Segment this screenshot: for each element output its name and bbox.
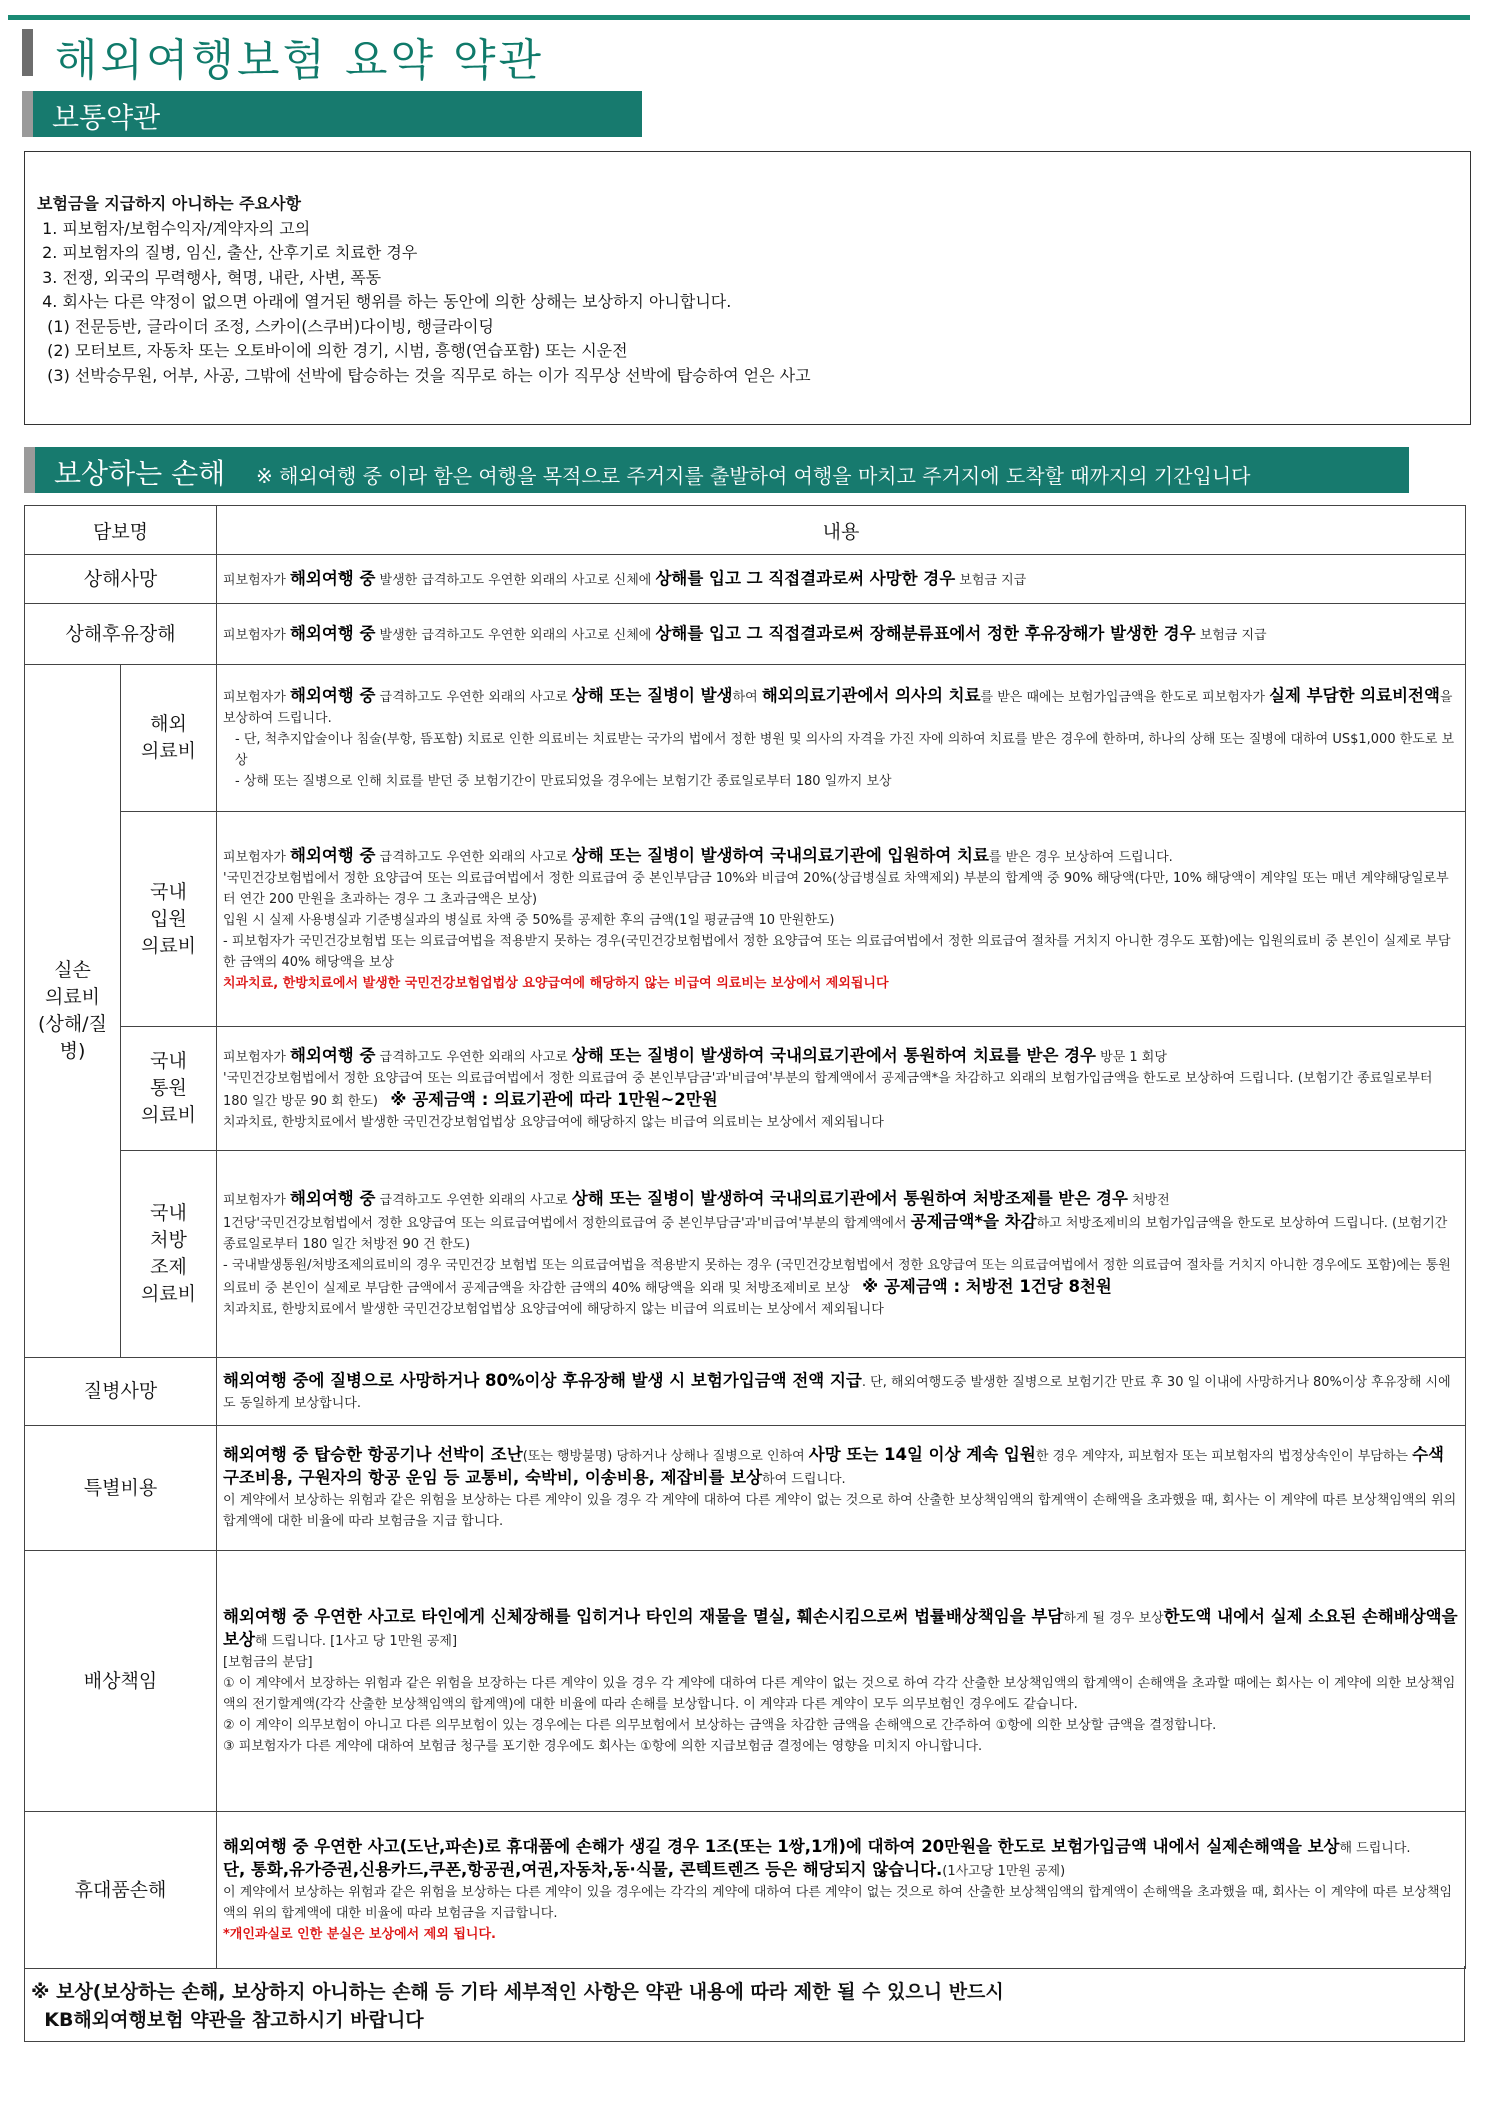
table-row — [25, 812, 1466, 1027]
coverage-content: 해외여행 중 탑승한 항공기나 선박이 조난(또는 행방불명) 당하거나 상해나 질병으로 인하여 사망 또는 14일 이상 계속 입원한 경우 계약자, 피보험자 또는 피보험자의 법정상속인이 부담하는 수색구조비용, 구원자의 항공 운임 등 교통비, 숙박비, 이송비용, 제잡비를 보상하여 드립니다. 이 계약에서 보상하는 위험과 같은 위험을 보상하는 다른 계약이 있을 경우 각 계약에 대하여 다른 계약이 없는 것으로 하여 산출한 보상책임액의 합계액이 손해액을 초과했을 때, 회사는 이 계약에 따른 보상책임액의 위의 합계액에 대한 비율에 따라 보험금을 지급 합니다. — [217, 1426, 1466, 1551]
table-row — [25, 1151, 1466, 1358]
coverage-group-name: 실손 의료비 (상해/질 병) — [25, 665, 121, 1358]
coverage-content: 피보험자가 해외여행 중 급격하고도 우연한 외래의 사고로 상해 또는 질병이 발생하여 국내의료기관에서 통원하여 치료를 받은 경우 방문 1 회당 '국민건강보험법에서 정한 요양급여 또는 의료급여법에서 정한 의료급여 중 본인부담금'과'비급여'부분의 합계액에서 공제금액*을 차감하고 외래의 보험가입금액을 한도로 보상하여 드립니다. (보험기간 종료일로부터 180 일간 방문 90 회 한도) ※ 공제금액 : 의료기관에 따라 1만원~2만원 치과치료, 한방치료에서 발생한 국민건강보험업법상 요양급여에 해당하지 않는 비급여 의료비는 보상에서 제외됩니다 — [217, 1027, 1466, 1151]
coverage-name: 특별비용 — [25, 1426, 217, 1551]
coverage-subname: 해외 의료비 — [121, 665, 217, 812]
coverage-content: 피보험자가 해외여행 중 급격하고도 우연한 외래의 사고로 상해 또는 질병이 발생하여 국내의료기관에 입원하여 치료를 받은 경우 보상하여 드립니다. '국민건강보험법에서 정한 요양급여 또는 의료급여법에서 정한 의료급여 중 본인부담금 10%와 비급여 20%(상급병실료 차액제외) 부분의 합계액 중 90% 해당액(다만, 10% 해당액이 계약일 또는 매년 계약해당일로부터 연간 200 만원을 초과하는 경우 그 초과금액은 보상) 입원 시 실제 사용병실과 기준병실과의 병실료 차액 중 50%를 공제한 후의 금액(1일 평균금액 10 만원한도) - 피보험자가 국민건강보험법 또는 의료급여법을 적용받지 못하는 경우(국민건강보험법에서 정한 요양급여 또는 의료급여법에서 정한 의료급여 절차를 거치지 아니한 경우도 포함)에는 입원의료비 중 본인이 실제로 부담한 금액의 40% 해당액을 보상 치과치료, 한방치료에서 발생한 국민건강보험업법상 요양급여에 해당하지 않는 비급여 의료비는 보상에서 제외됩니다 — [217, 812, 1466, 1027]
coverage-content: 피보험자가 해외여행 중 급격하고도 우연한 외래의 사고로 상해 또는 질병이 발생하여 해외의료기관에서 의사의 치료를 받은 때에는 보험가입금액을 한도로 피보험자가 실제 부담한 의료비전액을 보상하여 드립니다. - 단, 척추지압술이나 침술(부항, 뜸포함) 치료로 인한 의료비는 치료받는 국가의 법에서 정한 병원 및 의사의 자격을 가진 자에 의하여 치료를 받은 경우에 한하며, 하나의 상해 또는 질병에 대하여 US$1,000 한도로 보상 - 상해 또는 질병으로 인해 치료를 받던 중 보험기간이 만료되었을 경우에는 보험기간 종료일로부터 180 일까지 보상 — [217, 665, 1466, 812]
coverage-content: 피보험자가 해외여행 중 급격하고도 우연한 외래의 사고로 상해 또는 질병이 발생하여 국내의료기관에서 통원하여 처방조제를 받은 경우 처방전 1건당'국민건강보험법에서 정한 요양급여 또는 의료급여법에서 정한의료급여 중 본인부담금'과'비급여'부분의 합계액에서 공제금액*을 차감하고 처방조제비의 보험가입금액을 한도로 보상하여 드립니다. (보험기간 종료일로부터 180 일간 처방전 90 건 한도) - 국내발생통원/처방조제의료비의 경우 국민건강 보험법 또는 의료급여법을 적용받지 못하는 경우 (국민건강보험법에서 정한 요양급여 또는 의료급여법에서 정한 의료급여 절차를 거치지 아니한 경우에도 포함)에는 통원의료비 중 본인이 실제로 부담한 금액에서 공제금액을 차감한 금액의 40% 해당액을 외래 및 처방조제비로 보상 ※ 공제금액 : 처방전 1건당 8천원 치과치료, 한방치료에서 발생한 국민건강보험업법상 요양급여에 해당하지 않는 비급여 의료비는 보상에서 제외됩니다 — [217, 1151, 1466, 1358]
coverage-content: 해외여행 중 우연한 사고로 타인에게 신체장해를 입히거나 타인의 재물을 멸실, 훼손시킴으로써 법률배상책임을 부담하게 될 경우 보상한도액 내에서 실제 소요된 손해배상액을 보상해 드립니다. [1사고 당 1만원 공제] [보험금의 분담] ① 이 계약에서 보장하는 위험과 같은 위험을 보장하는 다른 계약이 있을 경우 각 계약에 대하여 다른 계약이 없는 것으로 하여 각각 산출한 보상책임액의 합계액이 손해액을 초과할 때에는 회사는 이 계약에 의한 보상책임액의 전기할계액(각각 산출한 보상책임액의 합계액)에 대한 비율에 따라 손해를 보상합니다. 이 계약과 다른 계약이 모두 의무보험인 경우에도 같습니다. ② 이 계약이 의무보험이 아니고 다른 의무보험이 있는 경우에는 다른 의무보험에서 보상하는 금액을 차감한 금액을 손해액으로 간주하여 ①항에 의한 보상할 금액을 결정합니다. ③ 피보험자가 다른 계약에 대하여 보험금 청구를 포기한 경우에도 회사는 ①항에 의한 지급보험금 결정에는 영향을 미치지 아니합니다. — [217, 1551, 1466, 1812]
coverage-name: 질병사망 — [25, 1358, 217, 1426]
table-row — [25, 604, 1466, 665]
coverage-name: 배상책임 — [25, 1551, 217, 1812]
table-row — [25, 1812, 1466, 1969]
table-header-row — [25, 506, 1466, 555]
section-accent — [22, 91, 33, 137]
coverage-name: 휴대품손해 — [25, 1812, 217, 1969]
exclusion-item: 3. 전쟁, 외국의 무력행사, 혁명, 내란, 사변, 폭동 — [37, 267, 382, 287]
coverage-name: 상해후유장해 — [25, 604, 217, 665]
section-header-coverage — [24, 447, 1409, 493]
table-row — [25, 555, 1466, 604]
header-coverage-name: 담보명 — [25, 506, 217, 555]
notice-line: ※ 보상(보상하는 손해, 보상하지 아니하는 손해 등 기타 세부적인 사항은 약관 내용에 따라 제한 될 수 있으니 반드시 — [31, 1981, 1004, 2003]
bottom-notice — [24, 1966, 1465, 2042]
exclusion-item: 1. 피보험자/보험수익자/계약자의 고의 — [37, 218, 311, 238]
table-row — [25, 1358, 1466, 1426]
top-rule — [8, 15, 1470, 20]
section-header-general-terms — [22, 91, 642, 137]
header-content: 내용 — [217, 506, 1466, 555]
coverage-content: 피보험자가 해외여행 중 발생한 급격하고도 우연한 외래의 사고로 신체에 상해를 입고 그 직접결과로써 사망한 경우 보험금 지급 — [217, 555, 1466, 604]
exclusion-item: (1) 전문등반, 글라이더 조정, 스카이(스쿠버)다이빙, 행글라이딩 — [37, 316, 494, 336]
notice-line: KB해외여행보험 약관을 참고하시기 바랍니다 — [31, 2009, 424, 2031]
coverage-content: 해외여행 중에 질병으로 사망하거나 80%이상 후유장해 발생 시 보험가입금액 전액 지급. 단, 해외여행도중 발생한 질병으로 보험기간 만료 후 30 일 이내에 사망하거나 80%이상 후유장해 시에도 동일하게 보상합니다. — [217, 1358, 1466, 1426]
section-accent — [24, 447, 35, 493]
exclusion-item: 4. 회사는 다른 약정이 없으면 아래에 열거된 행위를 하는 동안에 의한 상해는 보상하지 아니합니다. — [37, 292, 732, 311]
coverage-table — [24, 505, 1466, 1969]
coverage-content: 피보험자가 해외여행 중 발생한 급격하고도 우연한 외래의 사고로 신체에 상해를 입고 그 직접결과로써 장해분류표에서 정한 후유장해가 발생한 경우 보험금 지급 — [217, 604, 1466, 665]
table-row — [25, 1027, 1466, 1151]
coverage-name: 상해사망 — [25, 555, 217, 604]
coverage-content: 해외여행 중 우연한 사고(도난,파손)로 휴대품에 손해가 생길 경우 1조(또는 1쌍,1개)에 대하여 20만원을 한도로 보험가입금액 내에서 실제손해액을 보상해 드립니다. 단, 통화,유가증권,신용카드,쿠폰,항공권,여권,자동차,동·식물, 콘텍트렌즈 등은 해당되지 않습니다.(1사고당 1만원 공제) 이 계약에서 보상하는 위험과 같은 위험을 보상하는 다른 계약이 있을 경우에는 각각의 계약에 대하여 다른 계약이 없는 것으로 하여 산출한 보상책임액의 합계액이 손해액을 초과했을 때, 회사는 이 계약에 따른 보상책임액의 위의 합계액에 대한 비율에 따라 보험금을 지급합니다. *개인과실로 인한 분실은 보상에서 제외 됩니다. — [217, 1812, 1466, 1969]
section-note: ※ 해외여행 중 이라 함은 여행을 목적으로 주거지를 출발하여 여행을 마치고 주거지에 도착할 때까지의 기간입니다 — [256, 464, 1251, 488]
title-accent-bar — [22, 29, 33, 76]
coverage-subname: 국내 처방 조제 의료비 — [121, 1151, 217, 1358]
table-row — [25, 1551, 1466, 1812]
table-row — [25, 665, 1466, 812]
table-row — [25, 1426, 1466, 1551]
exclusion-item: 2. 피보험자의 질병, 임신, 출산, 산후기로 치료한 경우 — [37, 243, 418, 262]
exclusion-item: (2) 모터보트, 자동차 또는 오토바이에 의한 경기, 시범, 흥행(연습포함) 또는 시운전 — [37, 341, 628, 360]
section-label: 보상하는 손해 — [54, 457, 226, 490]
page-title: 해외여행보험 요약 약관 — [55, 35, 545, 86]
exclusions-box — [24, 151, 1471, 425]
coverage-subname: 국내 입원 의료비 — [121, 812, 217, 1027]
coverage-subname: 국내 통원 의료비 — [121, 1027, 217, 1151]
exclusion-item: (3) 선박승무원, 어부, 사공, 그밖에 선박에 탑승하는 것을 직무로 하는 이가 직무상 선박에 탑승하여 얻은 사고 — [37, 365, 811, 385]
section-label: 보통약관 — [52, 101, 161, 134]
exclusions-heading: 보험금을 지급하지 아니하는 주요사항 — [37, 194, 302, 213]
